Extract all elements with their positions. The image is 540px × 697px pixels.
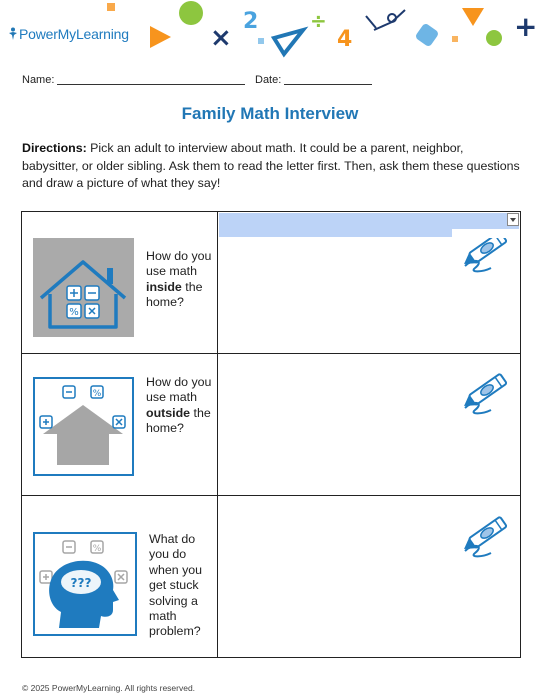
name-field (22, 74, 245, 86)
person-icon (8, 27, 18, 41)
navy-multiply-shape: × (210, 23, 232, 53)
question-marks-text: ??? (70, 576, 92, 590)
orange-four-shape: 4 (337, 27, 353, 52)
question-cell (22, 496, 218, 657)
thinking-head-icon (33, 532, 137, 636)
question-text-2: How do you use math outside the home? (146, 375, 212, 436)
svg-text:%: % (69, 307, 79, 318)
chevron-down-icon (510, 218, 516, 222)
date-field (255, 74, 372, 86)
orange-down-triangle-shape (462, 8, 484, 26)
brand-logo (8, 26, 129, 42)
navy-plus-shape: + (514, 10, 538, 43)
date-label: Date: (255, 74, 282, 86)
svg-text:%: % (92, 389, 102, 399)
directions-label: Directions: (22, 141, 87, 155)
crayon-icon (455, 513, 515, 561)
copyright-footer: © 2025 PowerMyLearning. All rights reserved. (22, 683, 196, 693)
house-outside-icon (33, 377, 134, 476)
brand-name: PowerMyLearning (19, 26, 129, 42)
page-title: Family Math Interview (181, 104, 359, 123)
question-cell (22, 354, 218, 495)
question-text-3: What do you do when you get stuck solving a math problem? (149, 532, 203, 639)
orange-square-shape (107, 3, 115, 11)
name-blank-line (57, 74, 245, 85)
name-label: Name: (22, 74, 55, 86)
green-circle-shape (179, 1, 203, 25)
small-blue-square-shape (258, 38, 264, 44)
date-blank-line (284, 74, 372, 85)
selection-gap (452, 229, 519, 238)
interview-table (21, 211, 521, 658)
crayon-icon (455, 370, 515, 418)
green-dot-shape (486, 30, 502, 46)
question-text-1: How do you use math inside the home? (146, 249, 212, 310)
directions-paragraph (22, 140, 522, 193)
directions-text: Pick an adult to interview about math. It could be a parent, neighbor, babysitter, or older sibling. Ask them to read the letter first. Then, ask them these questions and draw a picture of what they say! (22, 141, 520, 190)
table-row (22, 496, 520, 657)
question-cell (22, 212, 218, 353)
small-orange-square-shape (452, 36, 458, 42)
orange-triangle-shape (150, 26, 171, 48)
table-row (22, 354, 520, 496)
blue-rounded-square-shape (414, 22, 439, 47)
compass-shape (366, 10, 405, 30)
house-inside-icon (33, 238, 134, 337)
svg-text:%: % (92, 544, 102, 554)
blue-triangle-outline-shape (274, 30, 303, 54)
blue-two-shape: 2 (243, 9, 259, 34)
green-divide-shape: ÷ (310, 9, 327, 33)
dropdown-handle[interactable] (507, 213, 519, 226)
